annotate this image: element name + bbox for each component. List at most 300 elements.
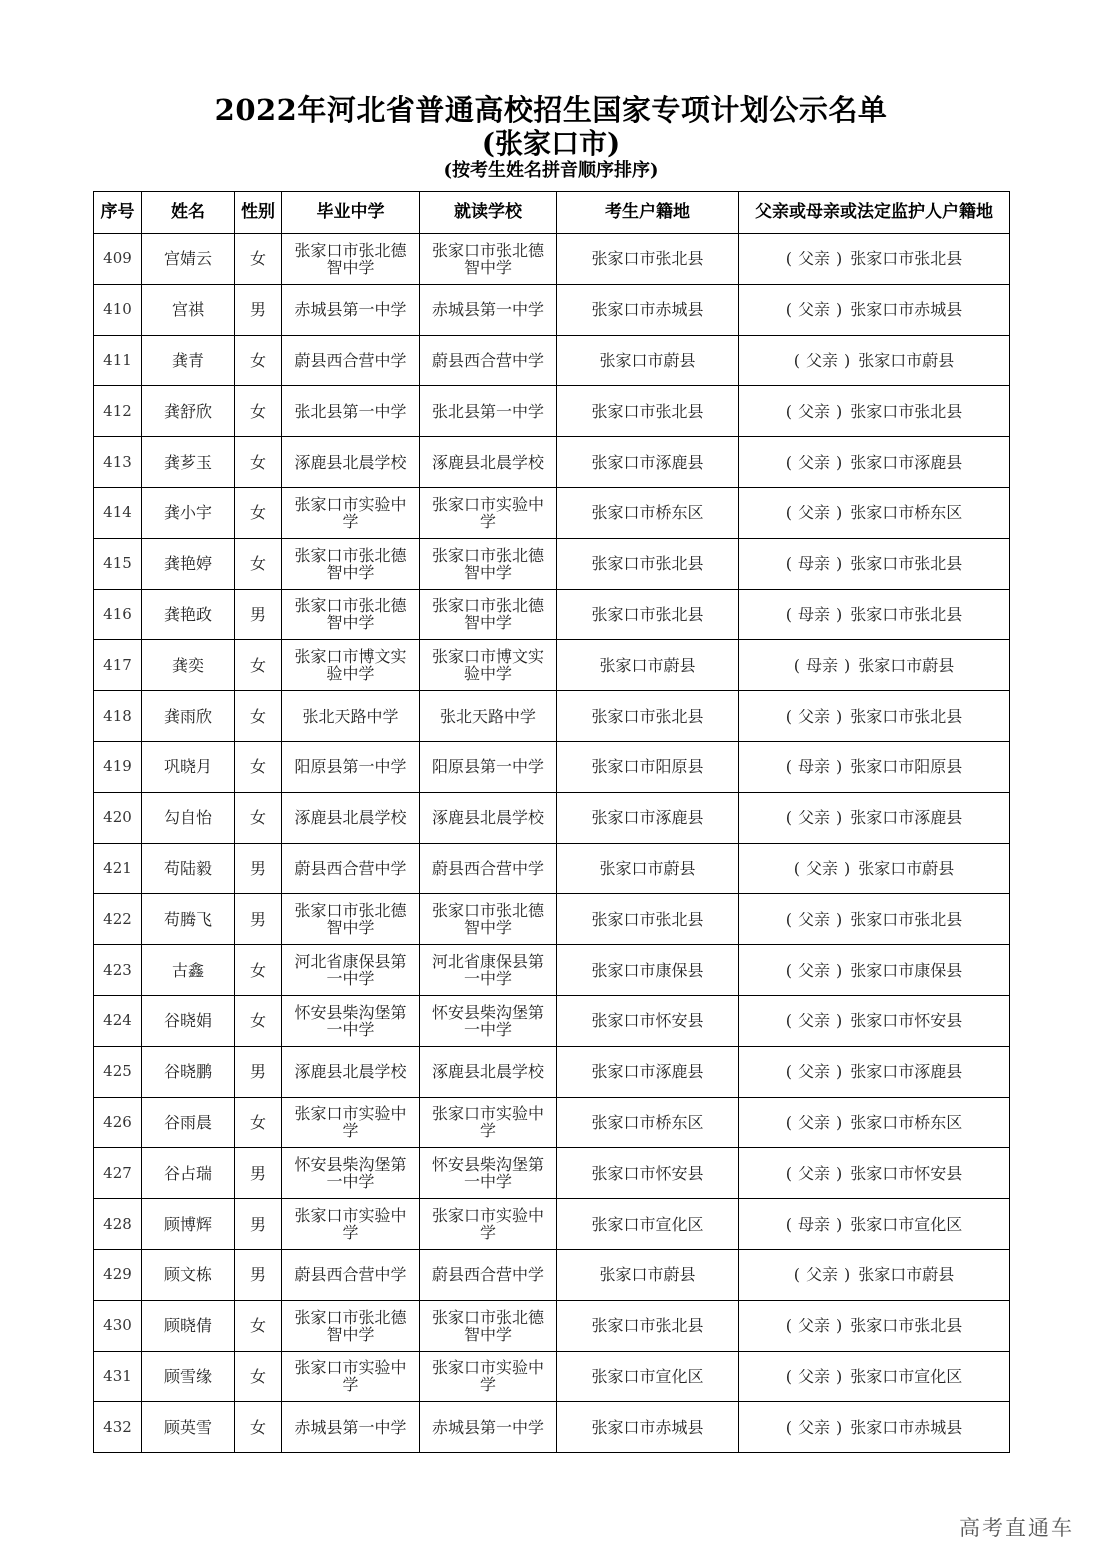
cell-study-school: 赤城县第一中学: [420, 1402, 557, 1453]
cell-grad-school: 河北省康保县第一中学: [282, 945, 420, 996]
paren-close: ): [836, 960, 843, 980]
cell-gender: 男: [235, 284, 282, 335]
cell-gender: 女: [235, 1097, 282, 1148]
table-row: [94, 1351, 1010, 1402]
cell-no: 429: [94, 1249, 142, 1300]
guardian-hukou: 张家口市康保县: [850, 960, 963, 980]
cell-gender: 女: [235, 234, 282, 285]
cell-gender: 女: [235, 437, 282, 488]
cell-gender: 女: [235, 386, 282, 437]
cell-study-school: 张北天路中学: [420, 691, 557, 742]
cell-hukou: 张家口市张北县: [557, 589, 739, 640]
cell-study-school: 蔚县西合营中学: [420, 1249, 557, 1300]
guardian-hukou: 张家口市宣化区: [850, 1214, 963, 1234]
table-row: [94, 741, 1010, 792]
table-row: [94, 843, 1010, 894]
paren-close: ): [836, 1163, 843, 1183]
cell-gender: 女: [235, 335, 282, 386]
cell-hukou: 张家口市张北县: [557, 234, 739, 285]
paren-open: (: [785, 706, 792, 726]
cell-study-school: 张家口市张北德智中学: [420, 538, 557, 589]
cell-grad-school: 张家口市实验中学: [282, 1351, 420, 1402]
cell-gender: 女: [235, 538, 282, 589]
paren-open: (: [785, 909, 792, 929]
cell-gender: 男: [235, 1046, 282, 1097]
cell-grad-school: 怀安县柴沟堡第一中学: [282, 1148, 420, 1199]
cell-grad-school: 张家口市实验中学: [282, 487, 420, 538]
cell-hukou: 张家口市宣化区: [557, 1351, 739, 1402]
page-title: 2022年河北省普通高校招生国家专项计划公示名单: [214, 93, 888, 127]
cell-name: 顾晓倩: [142, 1300, 235, 1351]
cell-hukou: 张家口市怀安县: [557, 995, 739, 1046]
cell-guardian-hukou: [739, 234, 1010, 285]
guardian-relation: 父亲: [797, 1112, 830, 1132]
cell-name: 顾雪缘: [142, 1351, 235, 1402]
guardian-relation: 父亲: [797, 706, 830, 726]
cell-study-school: 河北省康保县第一中学: [420, 945, 557, 996]
cell-grad-school: 蔚县西合营中学: [282, 843, 420, 894]
guardian-hukou: 张家口市张北县: [850, 554, 963, 574]
cell-grad-school: 张北天路中学: [282, 691, 420, 742]
cell-name: 宫婧云: [142, 234, 235, 285]
paren-open: (: [793, 858, 800, 878]
cell-name: 龚舒欣: [142, 386, 235, 437]
table-row: [94, 640, 1010, 691]
cell-no: 430: [94, 1300, 142, 1351]
paren-close: ): [836, 1417, 843, 1437]
cell-name: 谷晓娟: [142, 995, 235, 1046]
cell-grad-school: 赤城县第一中学: [282, 284, 420, 335]
table-row: [94, 691, 1010, 742]
guardian-hukou: 张家口市桥东区: [850, 1112, 963, 1132]
table-row: [94, 437, 1010, 488]
cell-guardian-hukou: [739, 1199, 1010, 1250]
cell-name: 顾博辉: [142, 1199, 235, 1250]
cell-study-school: 阳原县第一中学: [420, 741, 557, 792]
cell-no: 410: [94, 284, 142, 335]
cell-guardian-hukou: [739, 1249, 1010, 1300]
cell-no: 419: [94, 741, 142, 792]
cell-study-school: 张家口市博文实验中学: [420, 640, 557, 691]
guardian-relation: 父亲: [797, 503, 830, 523]
sort-note: (按考生姓名拼音顺序排序): [443, 160, 659, 181]
cell-no: 428: [94, 1199, 142, 1250]
cell-gender: 男: [235, 1199, 282, 1250]
paren-open: (: [785, 300, 792, 320]
cell-guardian-hukou: [739, 843, 1010, 894]
paren-open: (: [785, 249, 792, 269]
paren-close: ): [836, 249, 843, 269]
cell-grad-school: 张家口市张北德智中学: [282, 538, 420, 589]
table-row: [94, 1300, 1010, 1351]
cell-study-school: 张家口市张北德智中学: [420, 894, 557, 945]
paren-open: (: [785, 1163, 792, 1183]
paren-open: (: [785, 960, 792, 980]
paren-open: (: [785, 1366, 792, 1386]
cell-hukou: 张家口市蔚县: [557, 843, 739, 894]
cell-gender: 男: [235, 589, 282, 640]
guardian-relation: 父亲: [805, 858, 838, 878]
guardian-hukou: 张家口市蔚县: [858, 1265, 955, 1285]
guardian-relation: 父亲: [797, 1163, 830, 1183]
guardian-relation: 父亲: [797, 300, 830, 320]
cell-no: 424: [94, 995, 142, 1046]
cell-name: 龚小宇: [142, 487, 235, 538]
cell-gender: 女: [235, 640, 282, 691]
page-subtitle: (张家口市): [481, 127, 621, 160]
paren-open: (: [785, 1112, 792, 1132]
cell-hukou: 张家口市康保县: [557, 945, 739, 996]
guardian-hukou: 张家口市宣化区: [850, 1366, 963, 1386]
cell-no: 417: [94, 640, 142, 691]
cell-hukou: 张家口市赤城县: [557, 284, 739, 335]
guardian-hukou: 张家口市张北县: [850, 249, 963, 269]
col-header-grad-school: 毕业中学: [282, 192, 420, 234]
paren-close: ): [844, 1265, 851, 1285]
cell-no: 427: [94, 1148, 142, 1199]
cell-hukou: 张家口市怀安县: [557, 1148, 739, 1199]
cell-no: 432: [94, 1402, 142, 1453]
cell-study-school: 张家口市实验中学: [420, 1097, 557, 1148]
guardian-relation: 母亲: [797, 1214, 830, 1234]
guardian-relation: 父亲: [797, 909, 830, 929]
guardian-relation: 父亲: [797, 452, 830, 472]
cell-study-school: 张家口市实验中学: [420, 1351, 557, 1402]
cell-study-school: 张家口市张北德智中学: [420, 234, 557, 285]
cell-no: 411: [94, 335, 142, 386]
guardian-hukou: 张家口市赤城县: [850, 1417, 963, 1437]
paren-open: (: [793, 1265, 800, 1285]
paren-open: (: [785, 808, 792, 828]
cell-no: 414: [94, 487, 142, 538]
cell-grad-school: 张北县第一中学: [282, 386, 420, 437]
cell-name: 龚雨欣: [142, 691, 235, 742]
cell-guardian-hukou: [739, 894, 1010, 945]
cell-study-school: 涿鹿县北晨学校: [420, 437, 557, 488]
cell-guardian-hukou: [739, 1402, 1010, 1453]
paren-open: (: [785, 1062, 792, 1082]
cell-hukou: 张家口市张北县: [557, 894, 739, 945]
guardian-relation: 父亲: [797, 1011, 830, 1031]
table-row: [94, 1046, 1010, 1097]
cell-hukou: 张家口市蔚县: [557, 1249, 739, 1300]
roster-table: [93, 191, 1010, 1453]
guardian-hukou: 张家口市张北县: [850, 604, 963, 624]
paren-open: (: [785, 503, 792, 523]
paren-open: (: [793, 350, 800, 370]
cell-study-school: 张家口市实验中学: [420, 1199, 557, 1250]
cell-grad-school: 赤城县第一中学: [282, 1402, 420, 1453]
cell-name: 顾英雪: [142, 1402, 235, 1453]
paren-close: ): [836, 1316, 843, 1336]
paren-open: (: [785, 1316, 792, 1336]
paren-open: (: [785, 401, 792, 421]
col-header-guardian-hukou: 父亲或母亲或法定监护人户籍地: [739, 192, 1010, 234]
cell-no: 420: [94, 792, 142, 843]
table-row: [94, 234, 1010, 285]
cell-grad-school: 张家口市实验中学: [282, 1199, 420, 1250]
cell-study-school: 蔚县西合营中学: [420, 335, 557, 386]
cell-name: 谷占瑞: [142, 1148, 235, 1199]
cell-hukou: 张家口市涿鹿县: [557, 792, 739, 843]
cell-guardian-hukou: [739, 335, 1010, 386]
table-row: [94, 589, 1010, 640]
cell-hukou: 张家口市蔚县: [557, 640, 739, 691]
cell-gender: 女: [235, 995, 282, 1046]
guardian-relation: 母亲: [797, 604, 830, 624]
paren-close: ): [836, 554, 843, 574]
guardian-relation: 父亲: [797, 960, 830, 980]
paren-close: ): [836, 604, 843, 624]
cell-gender: 男: [235, 843, 282, 894]
cell-gender: 女: [235, 487, 282, 538]
cell-guardian-hukou: [739, 1097, 1010, 1148]
cell-gender: 女: [235, 945, 282, 996]
cell-name: 宫祺: [142, 284, 235, 335]
cell-gender: 女: [235, 1300, 282, 1351]
cell-guardian-hukou: [739, 945, 1010, 996]
guardian-hukou: 张家口市赤城县: [850, 300, 963, 320]
cell-no: 423: [94, 945, 142, 996]
guardian-hukou: 张家口市涿鹿县: [850, 1062, 963, 1082]
cell-hukou: 张家口市张北县: [557, 386, 739, 437]
cell-no: 426: [94, 1097, 142, 1148]
guardian-relation: 父亲: [797, 808, 830, 828]
guardian-hukou: 张家口市张北县: [850, 401, 963, 421]
cell-gender: 女: [235, 691, 282, 742]
cell-hukou: 张家口市张北县: [557, 1300, 739, 1351]
cell-grad-school: 涿鹿县北晨学校: [282, 1046, 420, 1097]
guardian-relation: 父亲: [797, 1366, 830, 1386]
cell-grad-school: 张家口市张北德智中学: [282, 589, 420, 640]
paren-close: ): [836, 1062, 843, 1082]
cell-hukou: 张家口市桥东区: [557, 487, 739, 538]
paren-close: ): [836, 909, 843, 929]
cell-guardian-hukou: [739, 386, 1010, 437]
cell-study-school: 涿鹿县北晨学校: [420, 792, 557, 843]
cell-name: 巩晓月: [142, 741, 235, 792]
guardian-hukou: 张家口市桥东区: [850, 503, 963, 523]
cell-grad-school: 怀安县柴沟堡第一中学: [282, 995, 420, 1046]
table-row: [94, 995, 1010, 1046]
cell-grad-school: 张家口市张北德智中学: [282, 1300, 420, 1351]
guardian-hukou: 张家口市蔚县: [858, 655, 955, 675]
cell-grad-school: 张家口市张北德智中学: [282, 894, 420, 945]
paren-open: (: [785, 452, 792, 472]
guardian-relation: 父亲: [797, 401, 830, 421]
table-row: [94, 386, 1010, 437]
cell-study-school: 张家口市张北德智中学: [420, 589, 557, 640]
guardian-relation: 母亲: [797, 554, 830, 574]
cell-hukou: 张家口市宣化区: [557, 1199, 739, 1250]
cell-grad-school: 蔚县西合营中学: [282, 1249, 420, 1300]
col-header-name: 姓名: [142, 192, 235, 234]
cell-gender: 女: [235, 741, 282, 792]
guardian-relation: 母亲: [797, 757, 830, 777]
cell-grad-school: 涿鹿县北晨学校: [282, 437, 420, 488]
guardian-relation: 父亲: [805, 350, 838, 370]
paren-close: ): [836, 706, 843, 726]
guardian-relation: 父亲: [805, 1265, 838, 1285]
cell-guardian-hukou: [739, 437, 1010, 488]
col-header-study-school: 就读学校: [420, 192, 557, 234]
cell-grad-school: 张家口市实验中学: [282, 1097, 420, 1148]
guardian-hukou: 张家口市蔚县: [858, 350, 955, 370]
cell-guardian-hukou: [739, 640, 1010, 691]
guardian-hukou: 张家口市蔚县: [858, 858, 955, 878]
cell-study-school: 张家口市实验中学: [420, 487, 557, 538]
guardian-hukou: 张家口市涿鹿县: [850, 452, 963, 472]
guardian-hukou: 张家口市张北县: [850, 1316, 963, 1336]
guardian-hukou: 张家口市张北县: [850, 706, 963, 726]
col-header-hukou: 考生户籍地: [557, 192, 739, 234]
cell-name: 龚奕: [142, 640, 235, 691]
paren-open: (: [785, 554, 792, 574]
cell-grad-school: 蔚县西合营中学: [282, 335, 420, 386]
cell-name: 龚青: [142, 335, 235, 386]
paren-close: ): [836, 503, 843, 523]
cell-guardian-hukou: [739, 691, 1010, 742]
guardian-hukou: 张家口市阳原县: [850, 757, 963, 777]
cell-no: 416: [94, 589, 142, 640]
cell-gender: 男: [235, 1249, 282, 1300]
guardian-relation: 母亲: [805, 655, 838, 675]
table-row: [94, 1402, 1010, 1453]
cell-no: 409: [94, 234, 142, 285]
paren-close: ): [844, 858, 851, 878]
table-row: [94, 487, 1010, 538]
cell-name: 勾自怡: [142, 792, 235, 843]
cell-study-school: 张家口市张北德智中学: [420, 1300, 557, 1351]
cell-name: 苟陆毅: [142, 843, 235, 894]
cell-guardian-hukou: [739, 487, 1010, 538]
table-row: [94, 894, 1010, 945]
cell-no: 421: [94, 843, 142, 894]
cell-study-school: 赤城县第一中学: [420, 284, 557, 335]
paren-close: ): [836, 300, 843, 320]
cell-study-school: 张北县第一中学: [420, 386, 557, 437]
cell-guardian-hukou: [739, 1351, 1010, 1402]
table-header-row: [94, 192, 1010, 234]
paren-open: (: [785, 757, 792, 777]
cell-grad-school: 涿鹿县北晨学校: [282, 792, 420, 843]
paren-close: ): [844, 350, 851, 370]
guardian-hukou: 张家口市怀安县: [850, 1163, 963, 1183]
cell-guardian-hukou: [739, 1046, 1010, 1097]
cell-no: 431: [94, 1351, 142, 1402]
cell-gender: 女: [235, 1402, 282, 1453]
cell-hukou: 张家口市赤城县: [557, 1402, 739, 1453]
cell-gender: 男: [235, 1148, 282, 1199]
guardian-hukou: 张家口市张北县: [850, 909, 963, 929]
cell-grad-school: 张家口市张北德智中学: [282, 234, 420, 285]
cell-study-school: 涿鹿县北晨学校: [420, 1046, 557, 1097]
cell-gender: 女: [235, 792, 282, 843]
table-row: [94, 538, 1010, 589]
cell-no: 425: [94, 1046, 142, 1097]
table-row: [94, 1199, 1010, 1250]
paren-close: ): [836, 1011, 843, 1031]
cell-guardian-hukou: [739, 995, 1010, 1046]
cell-hukou: 张家口市张北县: [557, 691, 739, 742]
table-row: [94, 335, 1010, 386]
cell-guardian-hukou: [739, 589, 1010, 640]
cell-name: 龚芗玉: [142, 437, 235, 488]
guardian-relation: 父亲: [797, 1316, 830, 1336]
cell-name: 顾文栋: [142, 1249, 235, 1300]
cell-no: 418: [94, 691, 142, 742]
cell-no: 422: [94, 894, 142, 945]
guardian-hukou: 张家口市涿鹿县: [850, 808, 963, 828]
cell-name: 龚艳婷: [142, 538, 235, 589]
cell-guardian-hukou: [739, 1148, 1010, 1199]
cell-guardian-hukou: [739, 538, 1010, 589]
cell-no: 413: [94, 437, 142, 488]
cell-guardian-hukou: [739, 1300, 1010, 1351]
paren-close: ): [836, 452, 843, 472]
col-header-gender: 性别: [235, 192, 282, 234]
cell-gender: 男: [235, 894, 282, 945]
cell-no: 412: [94, 386, 142, 437]
cell-name: 古鑫: [142, 945, 235, 996]
cell-no: 415: [94, 538, 142, 589]
cell-study-school: 怀安县柴沟堡第一中学: [420, 995, 557, 1046]
cell-guardian-hukou: [739, 741, 1010, 792]
table-row: [94, 945, 1010, 996]
paren-close: ): [836, 808, 843, 828]
cell-grad-school: 张家口市博文实验中学: [282, 640, 420, 691]
paren-close: ): [836, 1214, 843, 1234]
cell-name: 龚艳政: [142, 589, 235, 640]
guardian-relation: 父亲: [797, 1062, 830, 1082]
cell-study-school: 蔚县西合营中学: [420, 843, 557, 894]
paren-close: ): [836, 757, 843, 777]
table-row: [94, 1148, 1010, 1199]
table-row: [94, 284, 1010, 335]
cell-grad-school: 阳原县第一中学: [282, 741, 420, 792]
table-row: [94, 792, 1010, 843]
paren-open: (: [785, 604, 792, 624]
guardian-hukou: 张家口市怀安县: [850, 1011, 963, 1031]
cell-name: 谷雨晨: [142, 1097, 235, 1148]
paren-close: ): [844, 655, 851, 675]
cell-hukou: 张家口市张北县: [557, 538, 739, 589]
col-header-no: 序号: [94, 192, 142, 234]
paren-close: ): [836, 1112, 843, 1132]
paren-open: (: [793, 655, 800, 675]
cell-name: 谷晓鹏: [142, 1046, 235, 1097]
cell-study-school: 怀安县柴沟堡第一中学: [420, 1148, 557, 1199]
cell-hukou: 张家口市蔚县: [557, 335, 739, 386]
paren-close: ): [836, 1366, 843, 1386]
guardian-relation: 父亲: [797, 1417, 830, 1437]
cell-hukou: 张家口市涿鹿县: [557, 1046, 739, 1097]
paren-open: (: [785, 1417, 792, 1437]
cell-guardian-hukou: [739, 284, 1010, 335]
paren-open: (: [785, 1214, 792, 1234]
paren-open: (: [785, 1011, 792, 1031]
cell-hukou: 张家口市涿鹿县: [557, 437, 739, 488]
guardian-relation: 父亲: [797, 249, 830, 269]
table-row: [94, 1249, 1010, 1300]
watermark: 高考直通车: [959, 1516, 1074, 1540]
paren-close: ): [836, 401, 843, 421]
cell-hukou: 张家口市阳原县: [557, 741, 739, 792]
cell-guardian-hukou: [739, 792, 1010, 843]
cell-hukou: 张家口市桥东区: [557, 1097, 739, 1148]
cell-gender: 女: [235, 1351, 282, 1402]
cell-name: 苟腾飞: [142, 894, 235, 945]
